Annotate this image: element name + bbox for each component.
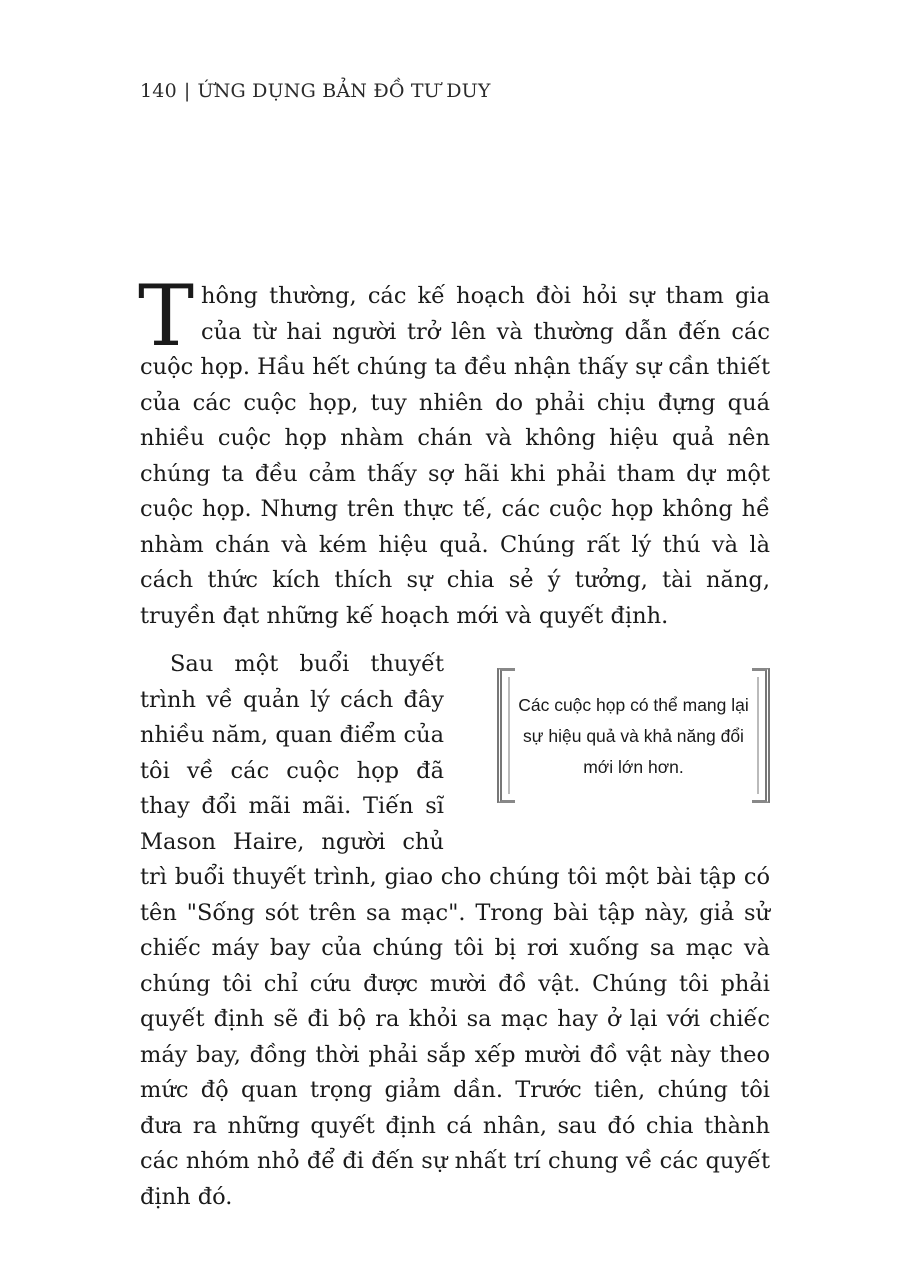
book-title: ỨNG DỤNG BẢN ĐỒ TƯ DUY [197, 80, 491, 102]
running-header [140, 80, 491, 102]
first-paragraph [138, 267, 770, 634]
first-paragraph-text: hông thường, các kế hoạch đòi hỏi sự tham gia của từ hai người trở lên và thường dẫn đến các cuộc họp. Hầu hết chúng ta đều nhận thấy sự cần thiết của các cuộc họp, tuy nhiên do phải chịu đựng quá nhiều cuộc họp nhàm chán và không hiệu quả nên chúng ta đều cảm thấy sợ hãi khi phải tham dự một cuộc họp. Nhưng trên thực tế, các cuộc họp không hề nhàm chán và kém hiệu quả. Chúng rất lý thú và là cách thức kích thích sự chia sẻ ý tưởng, tài năng, truyền đạt những kế hoạch mới và quyết định. [140, 283, 770, 629]
drop-cap: T [138, 267, 195, 365]
second-paragraph-text: Sau một buổi thuyết trình về quản lý cách đây nhiều năm, quan điểm của tôi về các cuộc họp đã thay đổi mãi mãi. Tiến sĩ Mason Haire, người chủ trì buổi thuyết trình, giao cho chúng tôi một bài tập có tên "Sống sót trên sa mạc". Trong bài tập này, giả sử chiếc máy bay của chúng tôi bị rơi xuống sa mạc và chúng tôi chỉ cứu được mười đồ vật. Chúng tôi phải quyết định sẽ đi bộ ra khỏi sa mạc hay ở lại với chiếc máy bay, đồng thời phải sắp xếp mười đồ vật này theo mức độ quan trọng giảm dần. Trước tiên, chúng tôi đưa ra những quyết định cá nhân, sau đó chia thành các nhóm nhỏ để đi đến sự nhất trí chung về các quyết định đó. [140, 651, 770, 1210]
header-separator: | [183, 80, 191, 102]
pull-quote-text: Các cuộc họp có thể mang lại sự hiệu quả và khả năng đổi mới lớn hơn. [518, 695, 749, 777]
pull-quote [497, 668, 770, 805]
page-number: 140 [140, 80, 177, 102]
